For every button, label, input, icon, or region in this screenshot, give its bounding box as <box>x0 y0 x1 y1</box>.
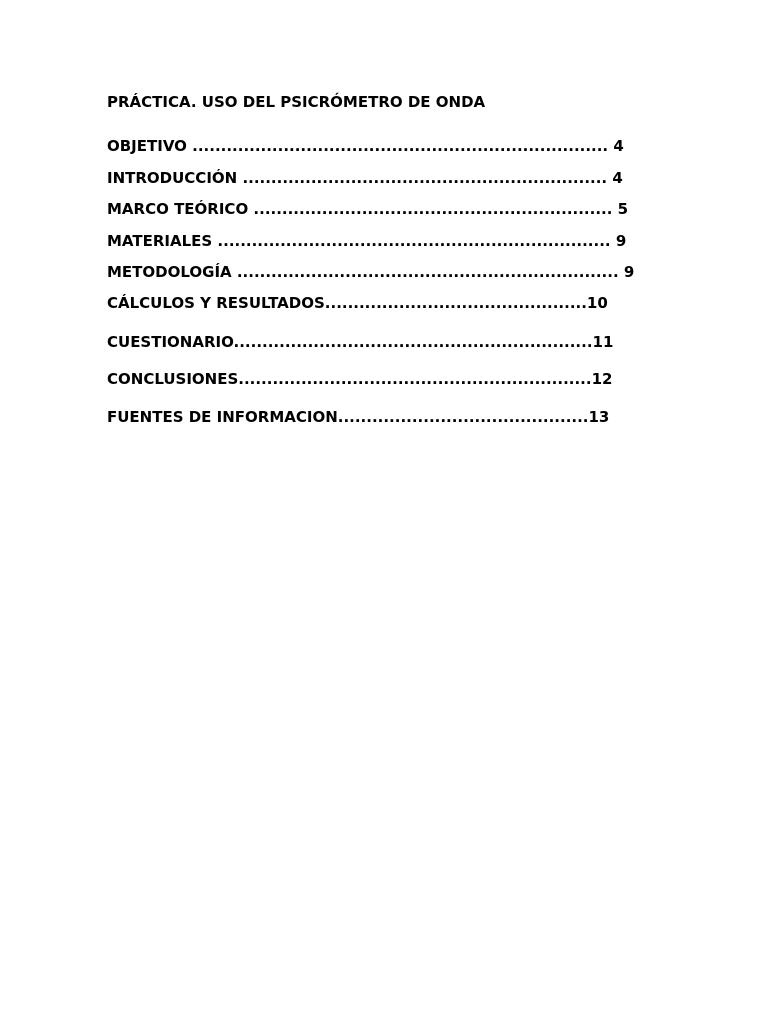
toc-entry-cuestionario <box>107 333 642 352</box>
toc-page-number: 12 <box>591 370 613 388</box>
toc-entry-fuentes-de-informacion <box>107 408 642 427</box>
toc-leader-dots: ............................................................... <box>253 200 618 218</box>
toc-leader-dots: ................................................................... <box>236 263 624 281</box>
toc-page-number: 9 <box>615 232 627 250</box>
toc-entry-metodologia <box>107 263 642 282</box>
toc-page-number: 9 <box>623 263 635 281</box>
toc-page-number: 11 <box>592 333 614 351</box>
toc-entry-calculos-y-resultados <box>107 294 642 313</box>
toc-entry-conclusiones <box>107 370 642 389</box>
toc-entry-objetivo <box>107 137 642 156</box>
toc-entry-marco-teorico <box>107 200 642 219</box>
toc-page-number: 5 <box>617 200 629 218</box>
toc-leader-dots: ..................................................................... <box>217 232 616 250</box>
toc-page-number: 4 <box>613 137 624 155</box>
toc-page-number: 10 <box>586 294 608 312</box>
toc-entry-label: INTRODUCCIÓN <box>107 169 243 187</box>
toc-entry-label: MATERIALES <box>107 232 218 250</box>
toc-page-number: 4 <box>612 169 623 187</box>
toc-entry-label: CONCLUSIONES <box>107 370 239 388</box>
toc-entry-materiales <box>107 232 642 251</box>
document-title: PRÁCTICA. USO DEL PSICRÓMETRO DE ONDA <box>107 93 486 111</box>
toc-entry-label: FUENTES DE INFORMACION <box>107 408 338 426</box>
toc-leader-dots: ............................................ <box>337 408 589 426</box>
toc-leader-dots: ............................................................... <box>233 333 593 351</box>
toc-entry-label: METODOLOGÍA <box>107 263 237 281</box>
toc-page-number: 13 <box>588 408 610 426</box>
toc-leader-dots: ................................................................ <box>242 169 613 187</box>
toc-entry-label: OBJETIVO <box>107 137 193 155</box>
toc-entry-label: CÁLCULOS Y RESULTADOS <box>107 294 325 312</box>
toc-entry-label: CUESTIONARIO <box>107 333 234 351</box>
toc-entry-label: MARCO TEÓRICO <box>107 200 254 218</box>
toc-leader-dots: .............................................. <box>324 294 587 312</box>
toc-leader-dots: ......................................................................... <box>192 137 614 155</box>
toc-entry-introduccion <box>107 169 642 188</box>
toc-leader-dots: .............................................................. <box>238 370 592 388</box>
